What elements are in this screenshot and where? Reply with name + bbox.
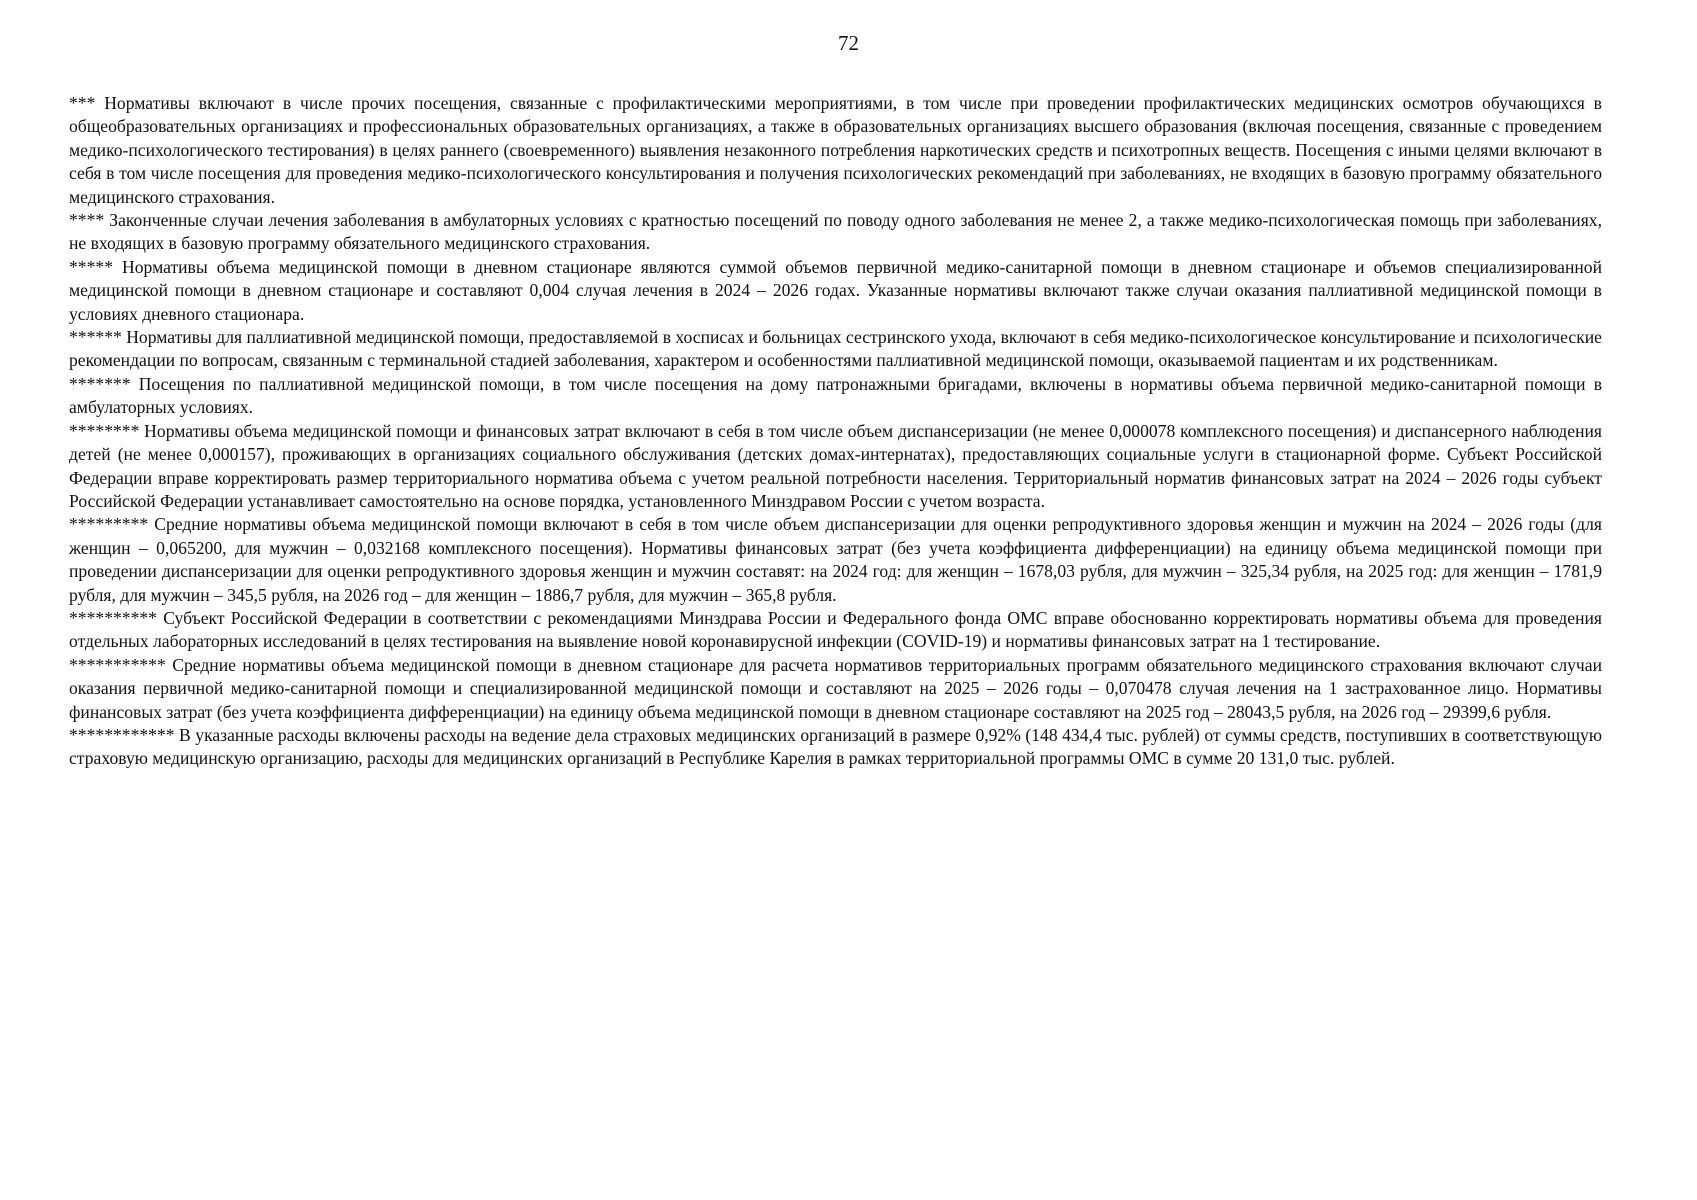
footnote-3-asterisks: *** Нормативы включают в числе прочих посещения, связанные с профилактическими мероприятиями, в том числе при проведении профилактических медицинских осмотров обучающихся в общеобразовательных организациях и профессиональных образовательных организациях, а также в образовательных организациях высшего образования (включая посещения, связанные с проведением медико-психологического тестирования) в целях раннего (своевременного) выявления незаконного потребления наркотических средств и психотропных веществ. Посещения с иными целями включают в себя в том числе посещения для проведения медико-психологического консультирования и получения психологических рекомендаций при заболеваниях, не входящих в базовую программу обязательного медицинского страхования. [69, 93, 1602, 207]
footnote-10-asterisks: ********** Субъект Российской Федерации в соответствии с рекомендациями Минздрава России и Федерального фонда ОМС вправе обоснованно корректировать нормативы объема для проведения отдельных лабораторных исследований в целях тестирования на выявление новой коронавирусной инфекции (COVID-19) и нормативы финансовых затрат на 1 тестирование. [69, 607, 1602, 652]
footnote-12-asterisks: ************ В указанные расходы включены расходы на ведение дела страховых медицинских организаций в размере 0,92% (148 434,4 тыс. рублей) от суммы средств, поступивших в соответствующую страховую медицинскую организацию, расходы для медицинских организаций в Республике Карелия в рамках территориальной программы ОМС в сумме 20 131,0 тыс. рублей. [69, 724, 1602, 769]
footnote-7-asterisks: ******* Посещения по паллиативной медицинской помощи, в том числе посещения на дому патронажными бригадами, включены в нормативы объема первичной медико-санитарной помощи в амбулаторных условиях. [69, 373, 1602, 418]
footnote-5-asterisks: ***** Нормативы объема медицинской помощи в дневном стационаре являются суммой объемов первичной медико-санитарной помощи в дневном стационаре и объемов специализированной медицинской помощи в дневном стационаре и составляют 0,004 случая лечения в 2024 – 2026 годах. Указанные нормативы включают также случаи оказания паллиативной медицинской помощи в условиях дневного стационара. [69, 256, 1602, 324]
footnote-6-asterisks: ****** Нормативы для паллиативной медицинской помощи, предоставляемой в хосписах и больницах сестринского ухода, включают в себя медико-психологическое консультирование и психологические рекомендации по вопросам, связанным с терминальной стадией заболевания, характером и особенностями паллиативной медицинской помощи, оказываемой пациентам и их родственникам. [69, 327, 1602, 371]
footnote-8-asterisks: ******** Нормативы объема медицинской помощи и финансовых затрат включают в себя в том числе объем диспансеризации (не менее 0,000078 комплексного посещения) и диспансерного наблюдения детей (не менее 0,000157), проживающих в организациях социального обслуживания (детских домах-интернатах), предоставляющих социальные услуги в стационарной форме. Субъект Российской Федерации вправе корректировать размер территориального норматива объема с учетом реальной потребности населения. Территориальный норматив финансовых затрат на 2024 – 2026 годы субъект Российской Федерации устанавливает самостоятельно на основе порядка, установленного Минздравом России с учетом возраста. [69, 420, 1602, 511]
footnote-4-asterisks: **** Законченные случаи лечения заболевания в амбулаторных условиях с кратностью посещений по поводу одного заболевания не менее 2, а также медико-психологическая помощь при заболеваниях, не входящих в базовую программу обязательного медицинского страхования. [69, 210, 1602, 254]
page-number: 72 [838, 31, 859, 55]
footnotes-section [69, 92, 1602, 771]
footnote-9-asterisks: ********* Средние нормативы объема медицинской помощи включают в себя в том числе объем диспансеризации для оценки репродуктивного здоровья женщин и мужчин на 2024 – 2026 годы (для женщин – 0,065200, для мужчин – 0,032168 комплексного посещения). Нормативы финансовых затрат (без учета коэффициента дифференциации) на единицу объема медицинской помощи при проведении диспансеризации для оценки репродуктивного здоровья женщин и мужчин составят: на 2024 год: для женщин – 1678,03 рубля, для мужчин – 325,34 рубля, на 2025 год: для женщин – 1781,9 рубля, для мужчин – 345,5 рубля, на 2026 год – для женщин – 1886,7 рубля, для мужчин – 365,8 рубля. [69, 514, 1602, 605]
footnote-11-asterisks: *********** Средние нормативы объема медицинской помощи в дневном стационаре для расчета нормативов территориальных программ обязательного медицинского страхования включают случаи оказания первичной медико-санитарной помощи и специализированной медицинской помощи и составляют на 2025 – 2026 годы – 0,070478 случая лечения на 1 застрахованное лицо. Нормативы финансовых затрат (без учета коэффициента дифференциации) на единицу объема медицинской помощи в дневном стационаре составляют на 2025 год – 28043,5 рубля, на 2026 год – 29399,6 рубля. [69, 654, 1602, 722]
